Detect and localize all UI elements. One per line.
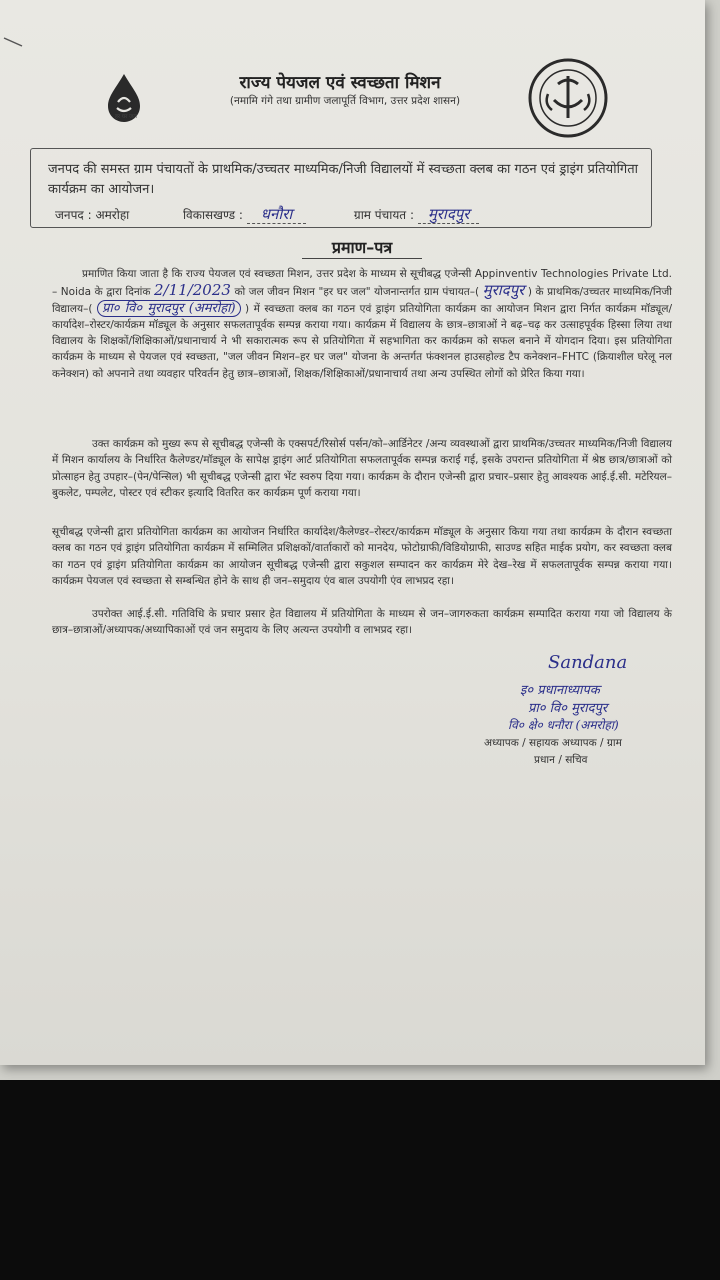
dark-surface <box>0 1080 720 1280</box>
panchayat-label: ग्राम पंचायत : <box>353 208 414 222</box>
stamp-line-3: वि० क्षे० धनौरा (अमरोहा) <box>508 718 619 732</box>
paragraph-4: उपरोक्त आई.ई.सी. गतिविधि के प्रचार प्रसार हेत विद्यालय में प्रतियोगिता के माध्यम से जन–जागरुकता कार्यक्रम सम्पादित कराया गया जो विद्यालय के छात्र–छात्राओं/अध्यापक/अध्यापिकाओं एवं जन समुदाय के लिए अत्यन्त उपयोगी व लाभप्रद रहा। <box>52 608 672 637</box>
block-label: विकासखण्ड : <box>182 208 243 222</box>
para1-text-a: प्रमाणित किया जाता है कि राज्य पेयजल एवं स्वच्छता मिशन, उत्तर प्रदेश के माध्यम से सूचीबद्ध एजेन्सी Appinventiv Technologies Private Ltd. – Noida के द्वारा दिनांक <box>52 268 672 299</box>
certificate-title: प्रमाण–पत्र <box>302 236 422 259</box>
para1-text-c: ) के प्राथमिक/उच्चतर माध्यमिक/निजी विद्यालय–( <box>52 286 672 315</box>
mission-subtitle: (नमामि गंगे तथा ग्रामीण जलापूर्ति विभाग, उत्तर प्रदेश शासन) <box>229 95 461 107</box>
stamp-line-1: इ० प्रधानाध्यापक <box>520 683 600 698</box>
paragraph-2: उक्त कार्यक्रम को मुख्य रूप से सूचीबद्ध एजेन्सी के एक्सपर्ट/रिसोर्स पर्सन/को–आर्डिनेटर /अन्य व्यवस्थाओं द्वारा प्राथमिक/उच्चतर माध्यमिक/निजी विद्यालय में मिशन कार्यालय के निर्धारित कैलेण्डर/मॉड्यूल के सापेक्ष ड्राइंग आर्ट प्रतियोगिता सफलतापूर्वक सम्पन्न कराई गई, इसके उपरान्त प्रतियोगिता में श्रेष्ठ छात्र/छात्राओं को प्रोत्साहन हेतु उपहार–(पेन/पेन्सिल) भी सूचीबद्ध एजेन्सी द्वारा भेंट स्वरुप दिया गया। कार्यक्रम के दौरान एजेन्सी द्वारा प्रचार–प्रसार हेतु आवश्यक आई.ई.सी. मटेरियल–बुकलेट, पम्पलेट, पोस्टर एवं स्टीकर इत्यादि वितरित कर कार्यक्रम पूर्ण कराया गया। <box>52 438 672 499</box>
paragraph-3: सूचीबद्ध एजेन्सी द्वारा प्रतियोगिता कार्यक्रम का आयोजन निर्धारित कार्यादेश/कैलेण्डर–रोस्टर/कार्यक्रम मॉड्यूल के अनुसार किया गया तथा कार्यक्रम के दौरान स्वच्छता क्लब का गठन एवं ड्राइंग प्रतियोगिता कार्यक्रम में सम्मिलित प्रशिक्षकों/वार्ताकारों को मानदेय, फोटोग्राफी/विडियोग्राफी, साउण्ड सहित माईक प्रयोग, कर स्वच्छता क्लब का गठन एवं ड्राइंग प्रतियोगिता कार्यक्रम का आयोजन सूचीबद्ध एजेन्सी द्वारा सकुशल सम्पादन कर कार्यक्रम मेरे देख–रेख में सफलतापूर्वक सम्पन्न कराया गया। कार्यक्रम पेयजल एवं स्वच्छता से सम्बन्धित होने के साथ ही जन–समुदाय एंव बाल उपयोगी एंव लाभप्रद रहा। <box>52 526 672 587</box>
corner-scribble-mark <box>0 0 60 60</box>
para1-text-b: को जल जीवन मिशन "हर घर जल" योजनान्तर्गत ग्राम पंचायत–( <box>234 286 480 299</box>
district-label: जनपद : <box>55 208 92 222</box>
stamp-line-2: प्रा० वि० मुरादपुर <box>528 701 608 716</box>
mission-title: राज्य पेयजल एवं स्वच्छता मिशन <box>239 73 441 93</box>
designation-line-1: अध्यापक / सहायक अध्यापक / ग्राम <box>484 737 622 749</box>
panchayat-handwritten: मुरादपुर <box>482 281 525 300</box>
paragraph-1 <box>52 266 672 382</box>
left-logo-caption: हर घर जल <box>115 114 137 120</box>
signature-handwritten: Sandana <box>548 652 628 673</box>
district-value: अमरोहा <box>95 208 130 222</box>
water-drop-logo-icon <box>100 72 148 134</box>
panchayat-value-handwritten: मुरादपुर <box>418 205 480 224</box>
date-handwritten: 2/11/2023 <box>154 281 231 300</box>
designation-line-2: प्रधान / सचिव <box>534 754 588 766</box>
block-value-handwritten: धनौरा <box>247 205 306 224</box>
subject-text: जनपद की समस्त ग्राम पंचायतों के प्राथमिक/उच्चतर माध्यमिक/निजी विद्यालयों में स्वच्छता क्लब का गठन एवं ड्राइंग प्रतियोगिता कार्यक्रम का आयोजन। <box>48 162 639 197</box>
up-govt-emblem-icon <box>526 56 610 140</box>
location-row <box>55 204 655 224</box>
school-handwritten: प्रा० वि० मुरादपुर (अमरोहा) <box>97 300 241 317</box>
para1-text-d: ) में स्वच्छता क्लब का गठन एवं ड्राइंग प्रतियोगिता कार्यक्रम का आयोजन मिशन द्वारा निर्गत कार्यक्रम मॉड्यूल/कार्यादेश–रोस्टर/कार्यक्रम मॉड्यूल के अनुसार सफलतापूर्वक सम्पन्न कराया गया। कार्यक्रम में विद्यालय के छात्र–छात्राओं ने बढ़–चढ़ कर उत्साहपूर्वक हिस्सा लिया तथा विद्यालय के शिक्षकों/शिक्षिकाओं/प्रधानाचार्य ने भी सकारात्मक रूप से प्रतियोगिता में सहभागिता कर कार्यक्रम को सफल बनाने में योगदान दिया। इस प्रतियोगिता कार्यक्रम के माध्यम से पेयजल एवं स्वच्छता, "जल जीवन मिशन–हर घर जल" योजना के अन्तर्गत फंक्शनल हाउसहोल्ड टैप कनेक्शन–FHTC (क्रियाशील घरेलू नल कनेक्शन) को अपनाने तथा व्यवहार परिवर्तन हेतु छात्र–छात्राओं, शिक्षक/शिक्षिकाओं/प्रधानाचार्य तथा अन्य उपस्थित लोगों को प्रेरित किया गया। <box>52 302 673 380</box>
